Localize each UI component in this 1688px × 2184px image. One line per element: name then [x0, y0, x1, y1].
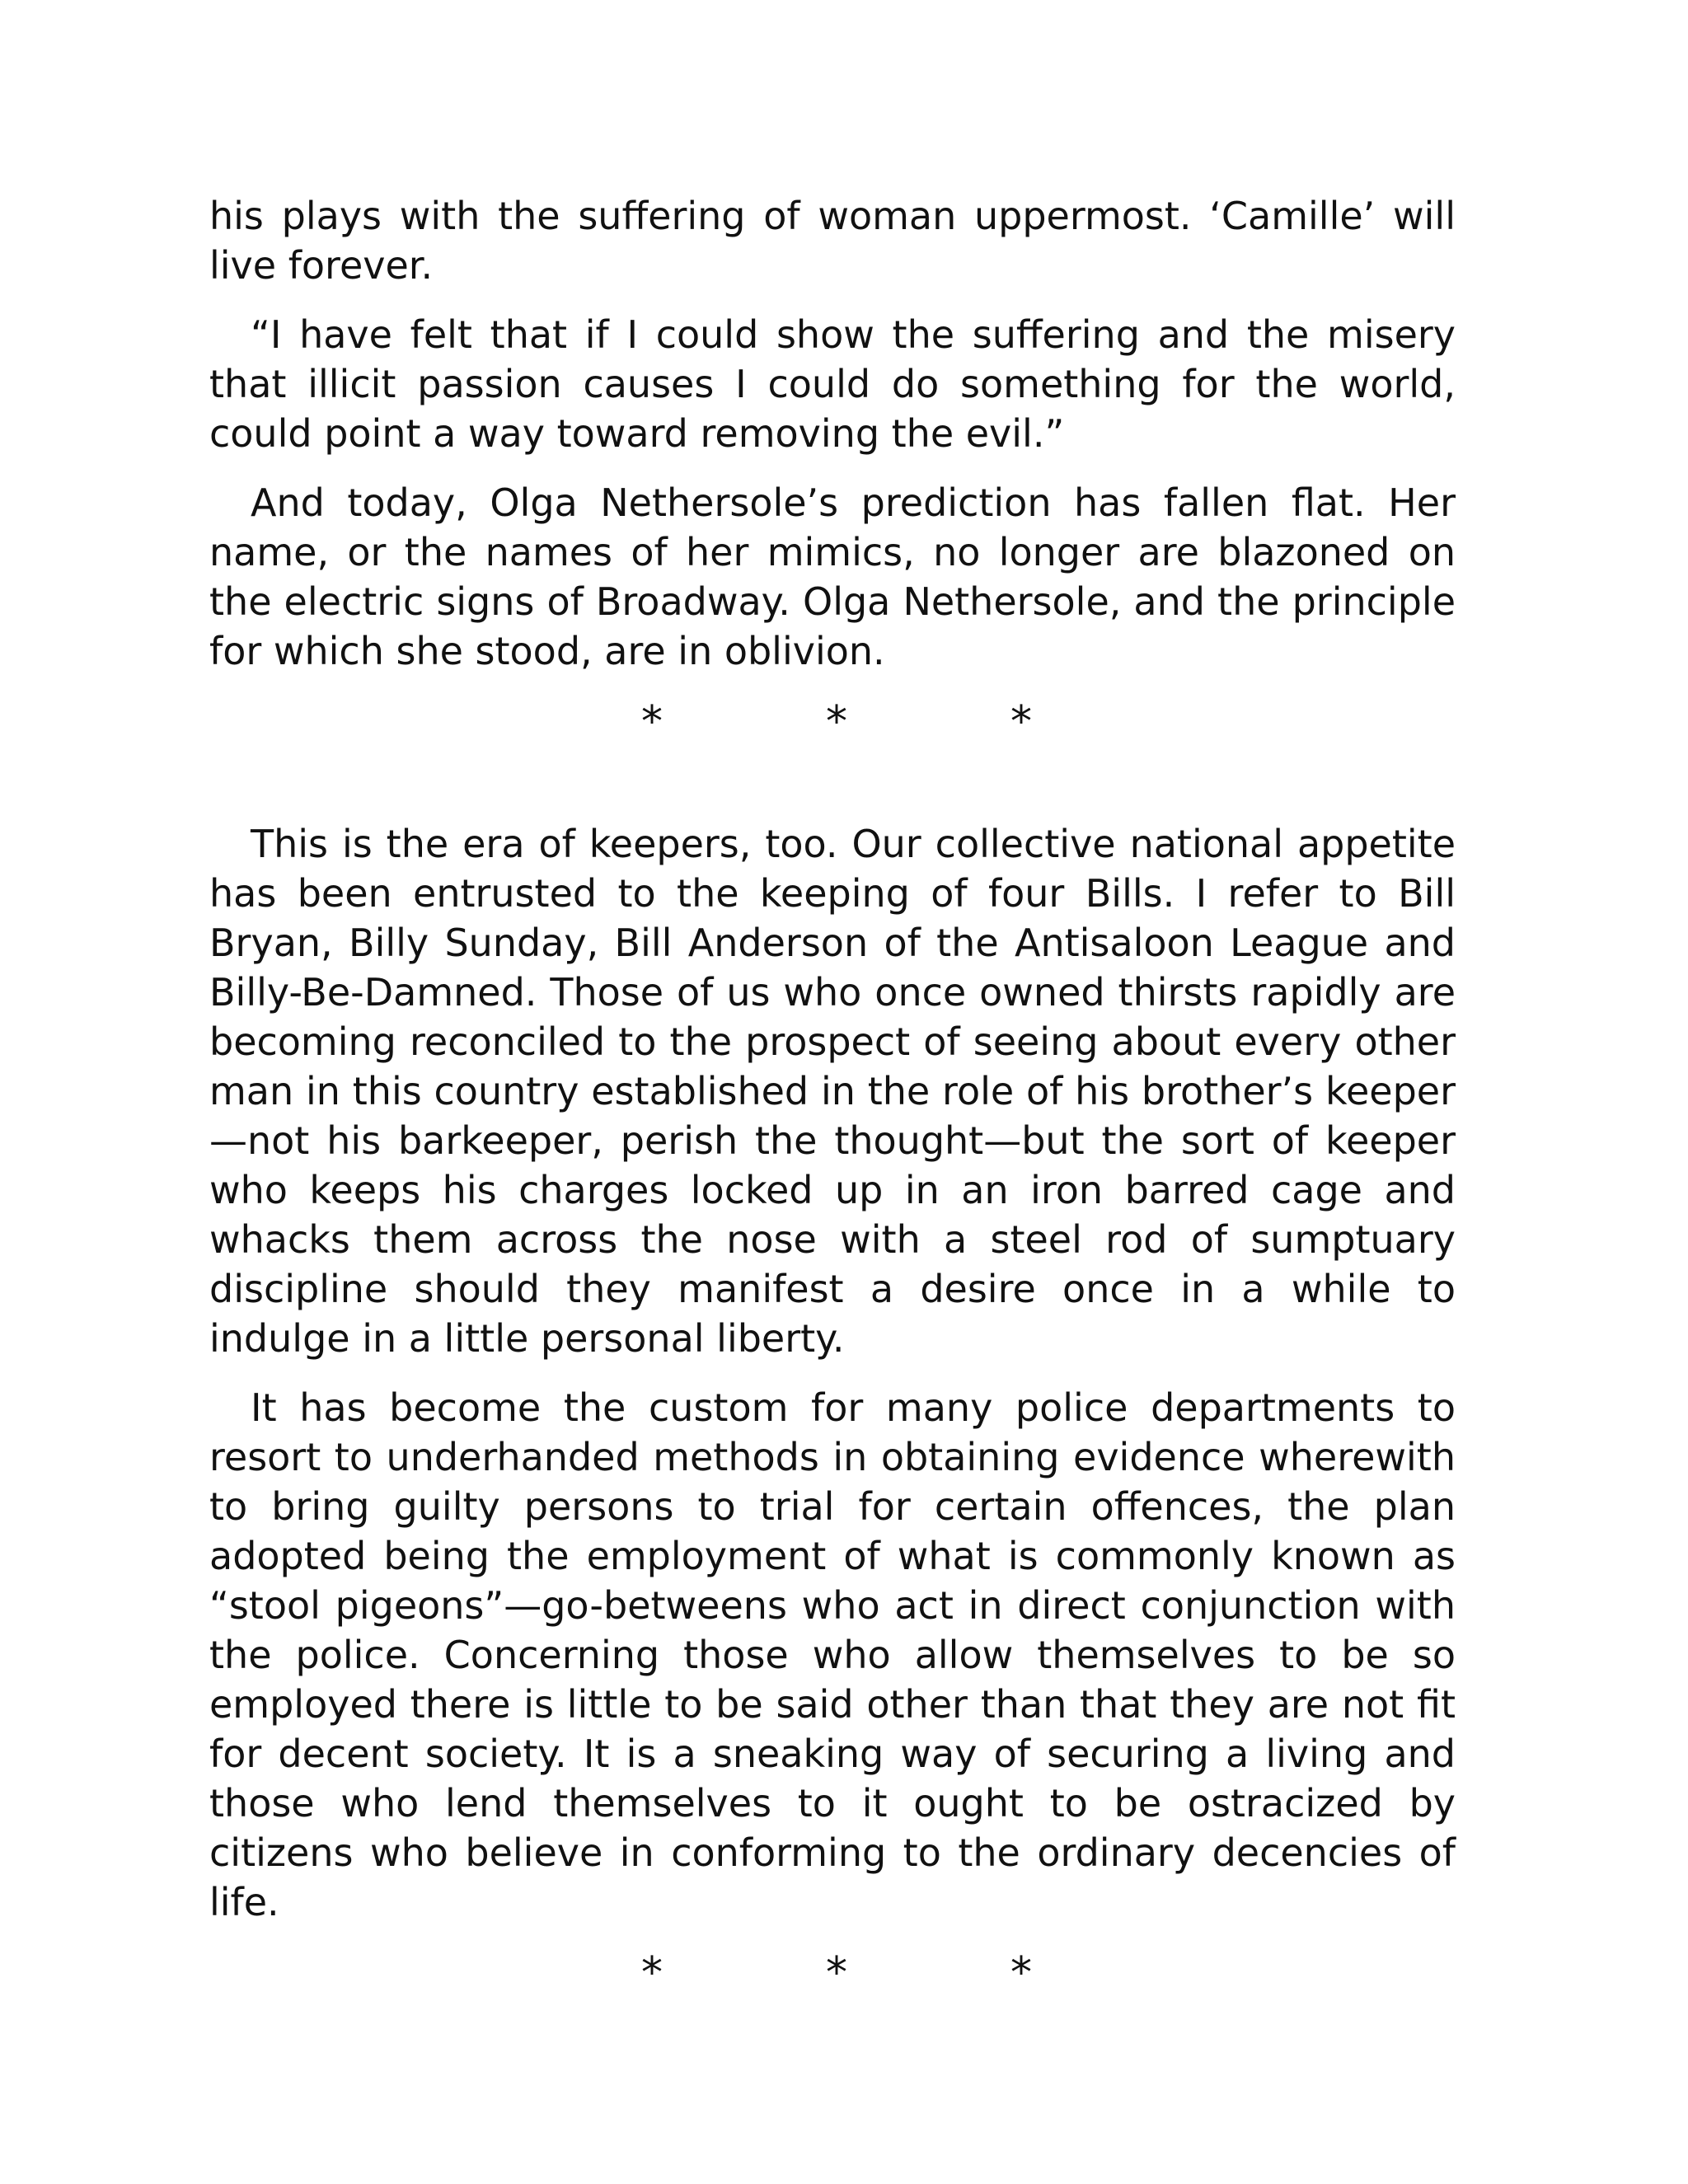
section-break-asterisk: * — [1010, 1948, 1032, 1998]
section-break — [209, 697, 1456, 747]
page-body — [209, 191, 1456, 2070]
section-break-asterisk: * — [641, 1948, 663, 1998]
paragraph-stool-pigeons: It has become the custom for many police departments to resort to underhanded methods in obtaining evidence wherewith to bring guilty persons to trial for certain offences, the plan adopted being the employment of what is commonly known as “stool pigeons”—go-betweens who act in direct conjunction with the police. Concerning those who allow themselves to be so employed there is little to be said other than that they are not fit for decent society. It is a sneaking way of securing a living and those who lend themselves to it ought to be ostracized by citizens who believe in conforming to the ordinary decencies of life. — [209, 1385, 1456, 1924]
section-break-asterisk: * — [826, 697, 847, 747]
paragraph-nethersole: And today, Olga Nethersole’s prediction has fallen flat. Her name, or the names of her mimics, no longer are blazoned on the electric signs of Broadway. Olga Nethersole, and the principle for which she stood, are in oblivion. — [209, 480, 1456, 673]
paragraph-keepers: This is the era of keepers, too. Our collective national appetite has been entrusted to the keeping of four Bills. I refer to Bill Bryan, Billy Sunday, Bill Anderson of the Antisaloon League and Billy-Be-Damned. Those of us who once owned thirsts rapidly are becoming reconciled to the prospect of seeing about every other man in this country established in the role of his brother’s keeper—not his barkeeper, perish the thought—but the sort of keeper who keeps his charges locked up in an iron barred cage and whacks them across the nose with a steel rod of sumptuary discipline should they manifest a desire once in a while to indulge in a little personal liberty. — [209, 822, 1456, 1361]
paragraph-quote: “I have felt that if I could show the suffering and the misery that illicit passion causes I could do something for the world, could point a way toward removing the evil.” — [209, 312, 1456, 456]
paragraph-continued: his plays with the suffering of woman uppermost. ‘Camille’ will live forever. — [209, 194, 1456, 288]
section-break-asterisk: * — [641, 697, 663, 747]
section-break — [209, 1948, 1456, 1998]
section-break-asterisk: * — [1010, 697, 1032, 747]
section-break-asterisk: * — [826, 1948, 847, 1998]
